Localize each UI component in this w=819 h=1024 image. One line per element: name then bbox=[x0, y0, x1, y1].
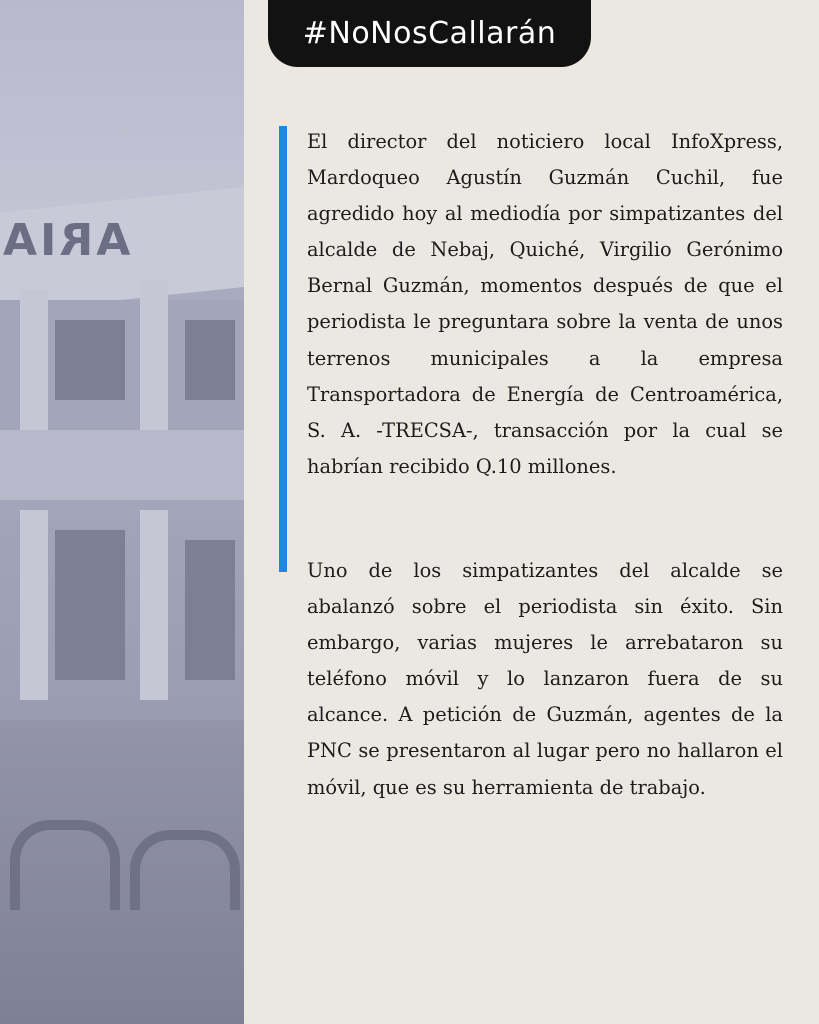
hashtag-badge bbox=[268, 0, 591, 67]
photo-window bbox=[55, 320, 125, 400]
hashtag-text: #NoNosCallarán bbox=[302, 16, 557, 51]
photo-arch bbox=[130, 830, 240, 910]
photo-balcony bbox=[0, 430, 244, 500]
article-paragraph-2: Uno de los simpatizantes del alcalde se abalanzó sobre el periodista sin éxito. Sin embargo, varias mujeres le arrebataron su teléfono móvil y lo lanzaron fuera de su alcance. A petición de Guzmán, agentes de la PNC se presentaron al lugar pero no hallaron el móvil, que es su herramienta de trabajo. bbox=[307, 559, 783, 799]
photo-building-sign: ARIA bbox=[0, 215, 131, 266]
photo-door bbox=[185, 540, 235, 680]
photo-arch bbox=[10, 820, 120, 910]
photo-column bbox=[20, 510, 48, 700]
article-paragraph-1: El director del noticiero local InfoXpress, Mardoqueo Agustín Guzmán Cuchil, fue agredido hoy al mediodía por simpatizantes del alcalde de Nebaj, Quiché, Virgilio Gerónimo Bernal Guzmán, momentos después de que el periodista le preguntara sobre la venta de unos terrenos municipales a la empresa Transportadora de Energía de Centroamérica, S. A. -TRECSA-, transacción por la cual se habrían recibido Q.10 millones. bbox=[307, 130, 783, 478]
photo-column bbox=[20, 290, 48, 440]
photo-column bbox=[140, 280, 168, 440]
photo-door bbox=[55, 530, 125, 680]
photo-column bbox=[140, 510, 168, 700]
building-photo bbox=[0, 0, 244, 1024]
photo-window bbox=[185, 320, 235, 400]
accent-bar bbox=[279, 126, 287, 572]
